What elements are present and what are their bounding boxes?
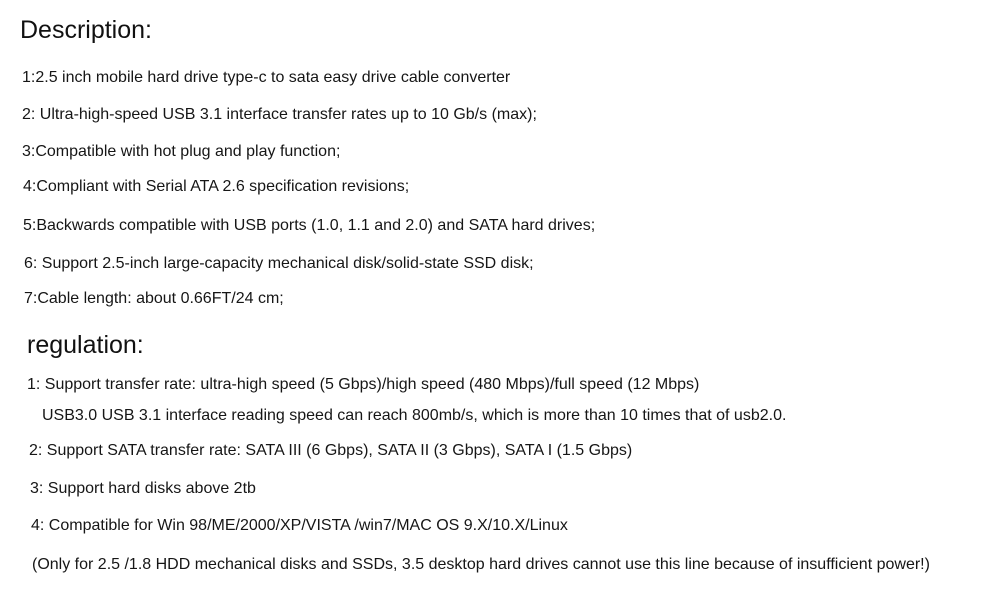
regulation-item-1-continuation: USB3.0 USB 3.1 interface reading speed can reach 800mb/s, which is more than 10 times that of usb2.0. — [42, 407, 787, 424]
description-item-5: 5:Backwards compatible with USB ports (1.0, 1.1 and 2.0) and SATA hard drives; — [23, 217, 596, 234]
regulation-item-2: 2: Support SATA transfer rate: SATA III (6 Gbps), SATA II (3 Gbps), SATA I (1.5 Gbps) — [29, 442, 633, 459]
description-item-1: 1:2.5 inch mobile hard drive type-c to sata easy drive cable converter — [22, 69, 511, 86]
regulation-item-4: 4: Compatible for Win 98/ME/2000/XP/VISTA /win7/MAC OS 9.X/10.X/Linux — [31, 517, 568, 534]
description-item-2: 2: Ultra-high-speed USB 3.1 interface transfer rates up to 10 Gb/s (max); — [22, 106, 537, 123]
regulation-item-3: 3: Support hard disks above 2tb — [30, 480, 256, 497]
description-item-4: 4:Compliant with Serial ATA 2.6 specification revisions; — [23, 178, 410, 195]
description-item-6: 6: Support 2.5-inch large-capacity mechanical disk/solid-state SSD disk; — [24, 255, 534, 272]
description-item-3: 3:Compatible with hot plug and play function; — [22, 143, 341, 160]
description-heading: Description: — [20, 16, 152, 44]
regulation-item-1: 1: Support transfer rate: ultra-high speed (5 Gbps)/high speed (480 Mbps)/full speed (12 Mbps) — [27, 376, 700, 393]
regulation-heading: regulation: — [27, 331, 144, 359]
regulation-note: (Only for 2.5 /1.8 HDD mechanical disks and SSDs, 3.5 desktop hard drives cannot use this line because of insufficient power!) — [32, 556, 930, 573]
description-item-7: 7:Cable length: about 0.66FT/24 cm; — [24, 290, 284, 307]
